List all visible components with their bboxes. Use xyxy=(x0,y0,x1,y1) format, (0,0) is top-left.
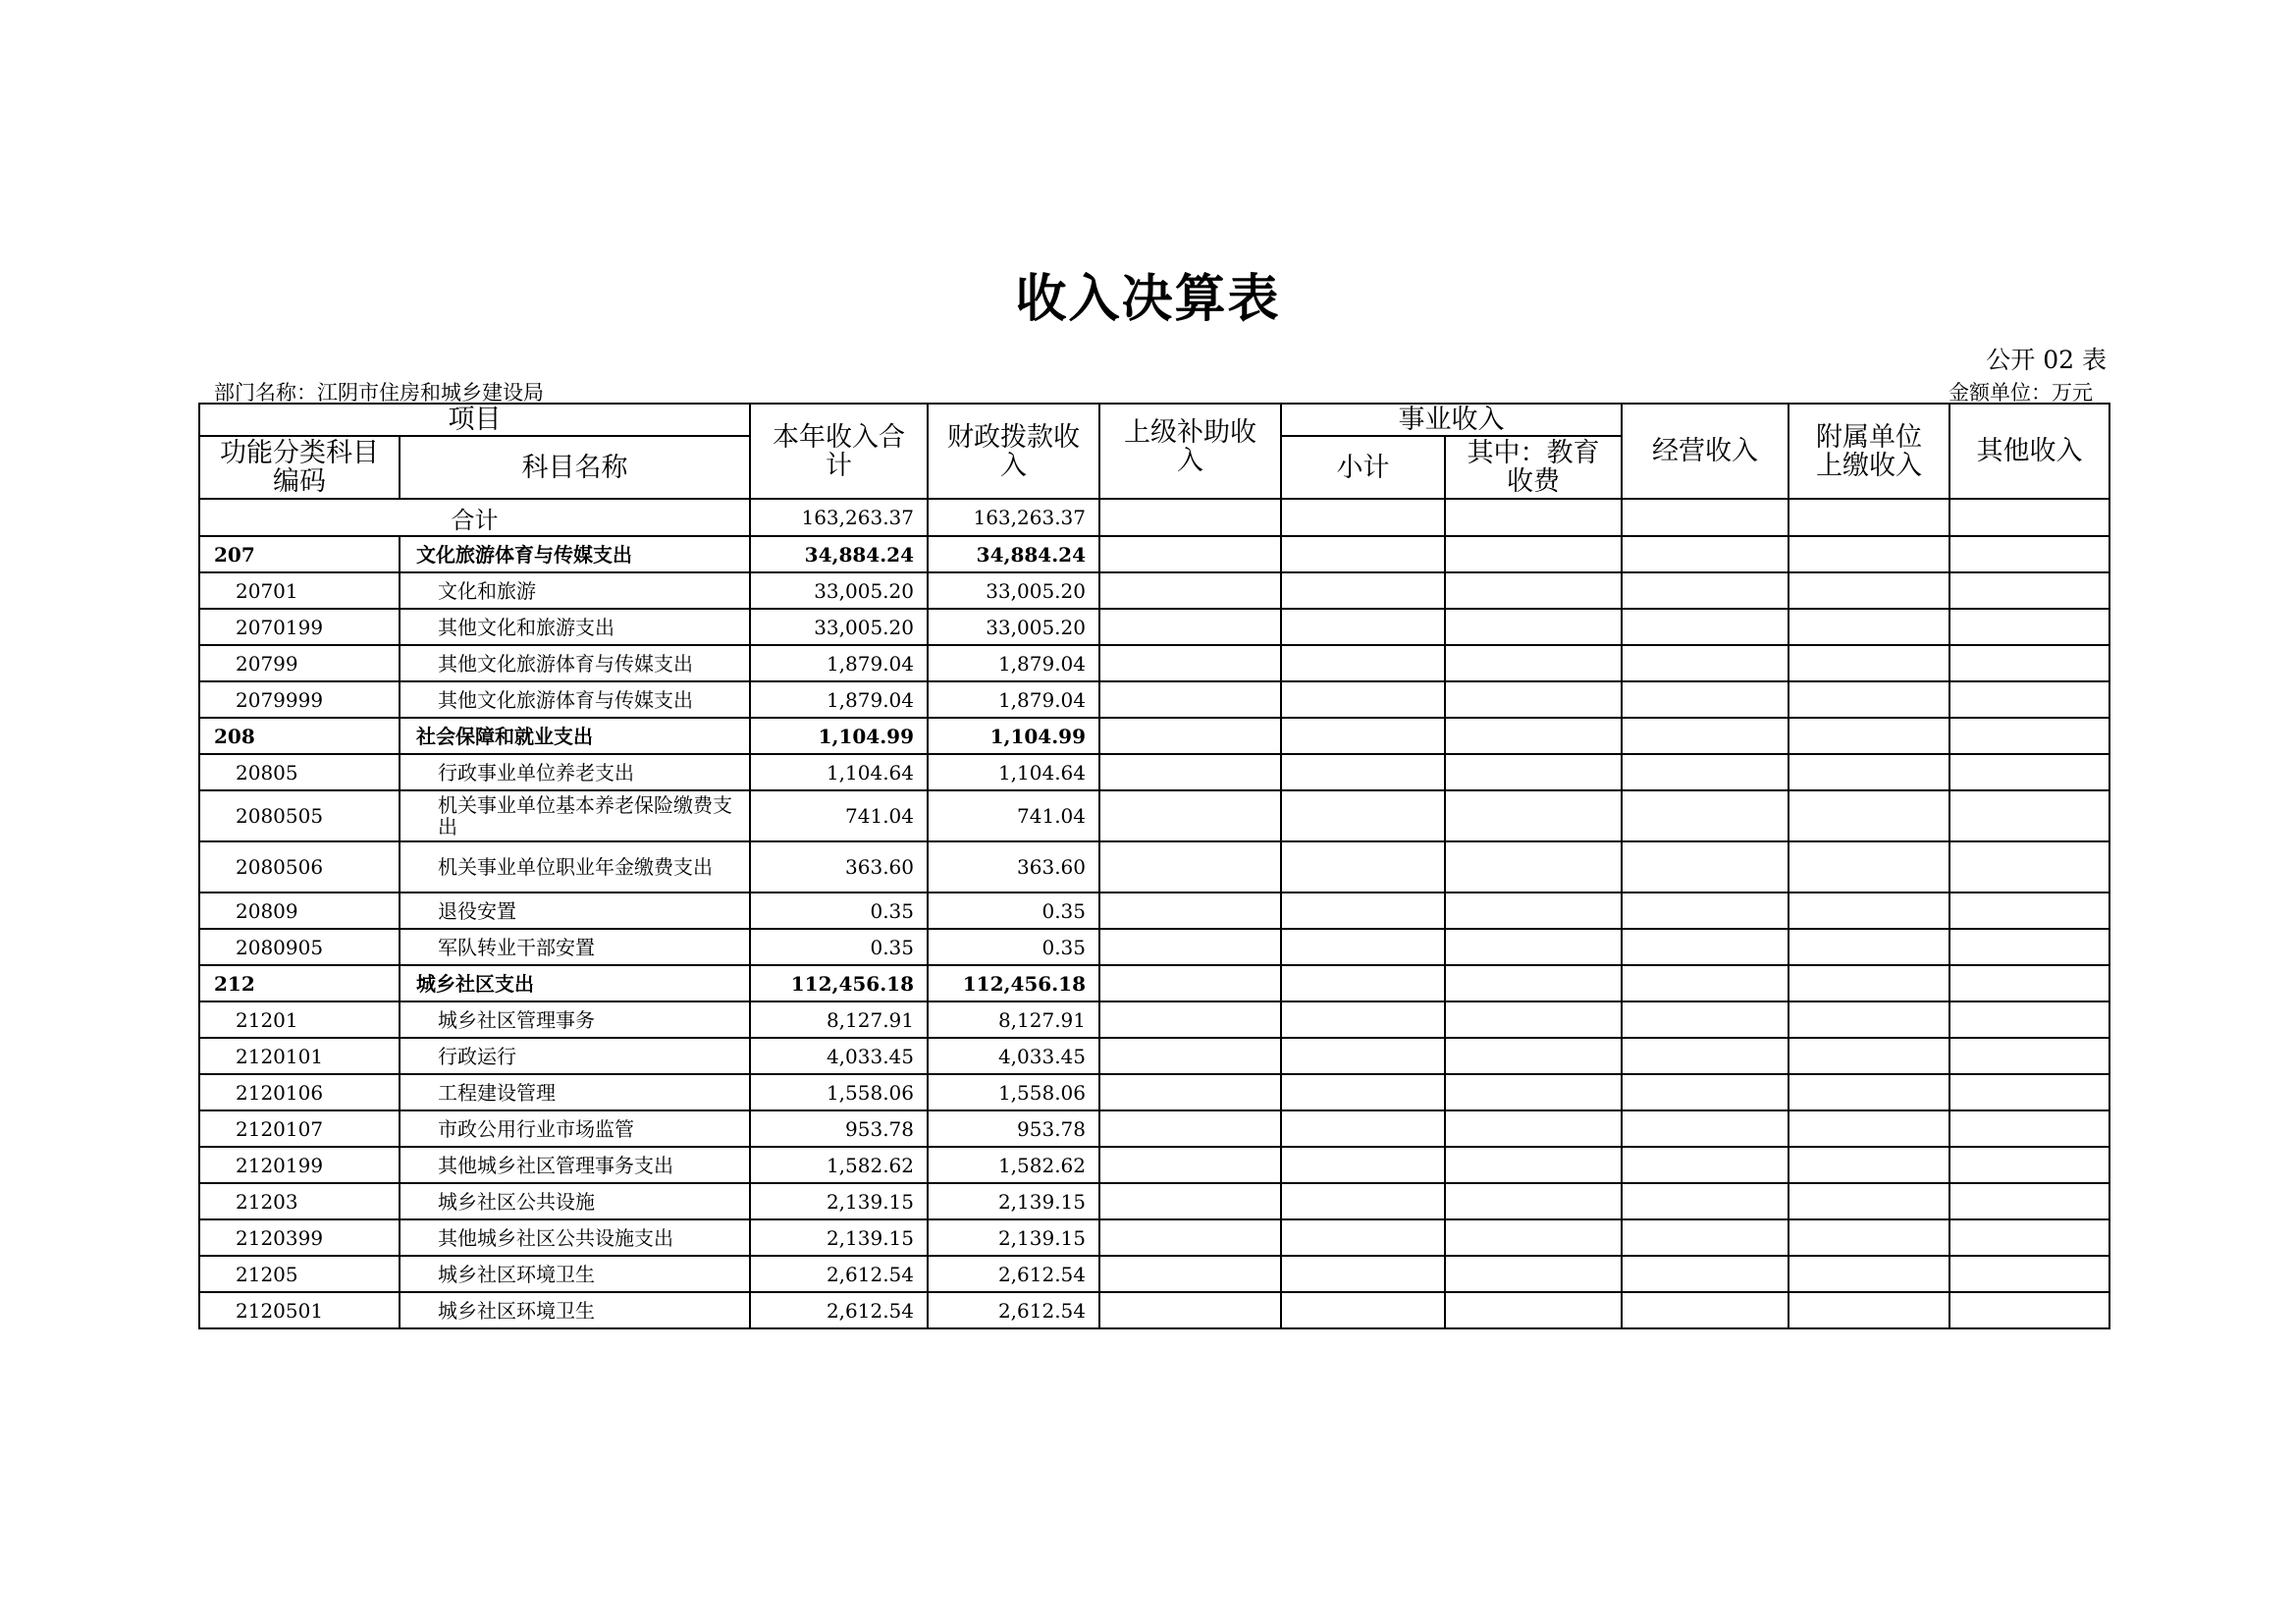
total-fiscal-cell: 163,263.37 xyxy=(928,499,1099,536)
empty-cell xyxy=(1445,645,1622,681)
empty-cell xyxy=(1789,1183,1949,1219)
empty-cell xyxy=(1445,841,1622,893)
empty-cell xyxy=(1789,536,1949,572)
total-label: 合计 xyxy=(199,499,750,536)
subject-name-cell: 退役安置 xyxy=(400,893,750,929)
table-row xyxy=(199,1038,2109,1074)
fiscal-appropriation-cell: 8,127.91 xyxy=(928,1001,1099,1038)
total-income-cell: 34,884.24 xyxy=(750,536,928,572)
table-row xyxy=(199,754,2109,790)
empty-cell xyxy=(1099,841,1281,893)
subject-code-cell: 20805 xyxy=(199,754,400,790)
total-income-cell: 2,612.54 xyxy=(750,1292,928,1328)
empty-cell xyxy=(1622,1001,1789,1038)
subject-code-cell: 2120107 xyxy=(199,1110,400,1147)
empty-cell xyxy=(1445,790,1622,841)
header-career-income: 事业收入 xyxy=(1281,404,1622,436)
empty-cell xyxy=(1281,609,1445,645)
table-row xyxy=(199,681,2109,718)
empty-cell xyxy=(1281,1292,1445,1328)
empty-cell xyxy=(1789,893,1949,929)
table-row xyxy=(199,1074,2109,1110)
empty-cell xyxy=(1281,893,1445,929)
fiscal-appropriation-cell: 2,139.15 xyxy=(928,1183,1099,1219)
empty-cell xyxy=(1281,718,1445,754)
subject-name-cell: 城乡社区公共设施 xyxy=(400,1183,750,1219)
table-row xyxy=(199,1147,2109,1183)
empty-cell xyxy=(1949,1110,2109,1147)
header-project: 项目 xyxy=(199,404,750,436)
empty-cell xyxy=(1949,718,2109,754)
subject-code-cell: 207 xyxy=(199,536,400,572)
table-row xyxy=(199,645,2109,681)
empty-cell xyxy=(1281,1256,1445,1292)
empty-cell xyxy=(1949,1292,2109,1328)
empty-cell xyxy=(1445,1219,1622,1256)
subject-name-cell: 其他文化旅游体育与传媒支出 xyxy=(400,681,750,718)
header-other-income: 其他收入 xyxy=(1949,404,2109,499)
table-row xyxy=(199,1183,2109,1219)
empty-cell xyxy=(1622,1292,1789,1328)
empty-cell xyxy=(1622,1110,1789,1147)
empty-cell xyxy=(1445,1110,1622,1147)
empty-cell xyxy=(1789,929,1949,965)
fiscal-appropriation-cell: 741.04 xyxy=(928,790,1099,841)
fiscal-appropriation-cell: 2,612.54 xyxy=(928,1256,1099,1292)
header-business-income: 经营收入 xyxy=(1622,404,1789,499)
fiscal-appropriation-cell: 112,456.18 xyxy=(928,965,1099,1001)
table-row xyxy=(199,1001,2109,1038)
empty-cell xyxy=(1281,754,1445,790)
table-row xyxy=(199,1292,2109,1328)
empty-cell xyxy=(1281,1110,1445,1147)
form-number: 公开 02 表 xyxy=(1986,346,2107,374)
income-final-accounts-table xyxy=(198,403,2110,1329)
empty-cell xyxy=(1445,1038,1622,1074)
empty-cell xyxy=(1622,929,1789,965)
total-income-cell: 1,558.06 xyxy=(750,1074,928,1110)
fiscal-appropriation-cell: 1,104.64 xyxy=(928,754,1099,790)
header-function-code: 功能分类科目 编码 xyxy=(199,436,400,499)
fiscal-appropriation-cell: 363.60 xyxy=(928,841,1099,893)
empty-cell xyxy=(1445,1001,1622,1038)
empty-cell xyxy=(1789,1001,1949,1038)
subject-code-cell: 2080505 xyxy=(199,790,400,841)
empty-cell xyxy=(1281,1219,1445,1256)
total-income-cell: 163,263.37 xyxy=(750,499,928,536)
total-income-cell: 363.60 xyxy=(750,841,928,893)
empty-cell xyxy=(1281,965,1445,1001)
total-income-cell: 1,879.04 xyxy=(750,645,928,681)
fiscal-appropriation-cell: 0.35 xyxy=(928,893,1099,929)
subject-code-cell: 20809 xyxy=(199,893,400,929)
empty-cell xyxy=(1949,1256,2109,1292)
empty-cell xyxy=(1789,1074,1949,1110)
subject-code-cell: 2120501 xyxy=(199,1292,400,1328)
subject-name-cell: 其他城乡社区公共设施支出 xyxy=(400,1219,750,1256)
total-income-cell: 0.35 xyxy=(750,929,928,965)
fiscal-appropriation-cell: 2,612.54 xyxy=(928,1292,1099,1328)
empty-cell xyxy=(1789,841,1949,893)
total-row xyxy=(199,499,2109,536)
empty-cell xyxy=(1281,1001,1445,1038)
department-name: 部门名称：江阴市住房和城乡建设局 xyxy=(214,381,544,405)
total-income-cell: 33,005.20 xyxy=(750,609,928,645)
subject-name-cell: 其他文化和旅游支出 xyxy=(400,609,750,645)
empty-cell xyxy=(1445,754,1622,790)
subject-name-cell: 其他城乡社区管理事务支出 xyxy=(400,1147,750,1183)
empty-cell xyxy=(1949,609,2109,645)
empty-cell xyxy=(1445,929,1622,965)
table-row xyxy=(199,1256,2109,1292)
table-row xyxy=(199,536,2109,572)
empty-cell xyxy=(1281,1074,1445,1110)
empty-cell xyxy=(1949,929,2109,965)
subject-name-cell: 城乡社区支出 xyxy=(400,965,750,1001)
empty-cell xyxy=(1622,754,1789,790)
table-row xyxy=(199,572,2109,609)
empty-cell xyxy=(1281,929,1445,965)
table-row xyxy=(199,790,2109,841)
subject-name-cell: 城乡社区环境卫生 xyxy=(400,1256,750,1292)
table-row xyxy=(199,965,2109,1001)
empty-cell xyxy=(1099,718,1281,754)
subject-name-cell: 机关事业单位职业年金缴费支出 xyxy=(400,841,750,893)
empty-cell xyxy=(1789,681,1949,718)
fiscal-appropriation-cell: 1,104.99 xyxy=(928,718,1099,754)
fiscal-appropriation-cell: 1,582.62 xyxy=(928,1147,1099,1183)
fiscal-appropriation-cell: 1,558.06 xyxy=(928,1074,1099,1110)
empty-cell xyxy=(1099,929,1281,965)
subject-code-cell: 21203 xyxy=(199,1183,400,1219)
empty-cell xyxy=(1099,1256,1281,1292)
empty-cell xyxy=(1949,965,2109,1001)
empty-cell xyxy=(1789,965,1949,1001)
subject-name-cell: 机关事业单位基本养老保险缴费支出 xyxy=(400,790,750,841)
empty-cell xyxy=(1789,1256,1949,1292)
total-income-cell: 33,005.20 xyxy=(750,572,928,609)
empty-cell xyxy=(1099,1219,1281,1256)
empty-cell xyxy=(1622,1219,1789,1256)
empty-cell xyxy=(1622,609,1789,645)
total-income-cell: 1,104.64 xyxy=(750,754,928,790)
table-row xyxy=(199,1110,2109,1147)
subject-name-cell: 行政事业单位养老支出 xyxy=(400,754,750,790)
table-row xyxy=(199,929,2109,965)
empty-cell xyxy=(1949,790,2109,841)
empty-cell xyxy=(1622,1038,1789,1074)
empty-cell xyxy=(1622,965,1789,1001)
subject-code-cell: 21205 xyxy=(199,1256,400,1292)
empty-cell xyxy=(1622,718,1789,754)
empty-cell xyxy=(1099,790,1281,841)
empty-cell xyxy=(1949,536,2109,572)
empty-cell xyxy=(1789,1219,1949,1256)
empty-cell xyxy=(1281,790,1445,841)
empty-cell xyxy=(1789,1038,1949,1074)
empty-cell xyxy=(1445,1292,1622,1328)
empty-cell xyxy=(1281,681,1445,718)
subject-name-cell: 文化旅游体育与传媒支出 xyxy=(400,536,750,572)
empty-cell xyxy=(1789,754,1949,790)
empty-cell xyxy=(1789,609,1949,645)
empty-cell xyxy=(1622,1256,1789,1292)
empty-cell xyxy=(1099,1183,1281,1219)
empty-cell xyxy=(1949,1219,2109,1256)
empty-cell xyxy=(1949,893,2109,929)
empty-cell xyxy=(1622,790,1789,841)
subject-name-cell: 军队转业干部安置 xyxy=(400,929,750,965)
fiscal-appropriation-cell: 1,879.04 xyxy=(928,681,1099,718)
empty-cell xyxy=(1099,754,1281,790)
subject-name-cell: 工程建设管理 xyxy=(400,1074,750,1110)
header-subject-name: 科目名称 xyxy=(400,436,750,499)
empty-cell xyxy=(1445,893,1622,929)
empty-cell xyxy=(1281,536,1445,572)
fiscal-appropriation-cell: 2,139.15 xyxy=(928,1219,1099,1256)
empty-cell xyxy=(1445,1256,1622,1292)
total-income-cell: 741.04 xyxy=(750,790,928,841)
header-affiliated-income: 附属单位 上缴收入 xyxy=(1789,404,1949,499)
empty-cell xyxy=(1949,1183,2109,1219)
empty-cell xyxy=(1099,1038,1281,1074)
total-income-cell: 112,456.18 xyxy=(750,965,928,1001)
empty-cell xyxy=(1949,754,2109,790)
empty-cell xyxy=(1622,572,1789,609)
empty-cell xyxy=(1622,1183,1789,1219)
empty-cell xyxy=(1789,645,1949,681)
table-row xyxy=(199,609,2109,645)
subject-name-cell: 市政公用行业市场监管 xyxy=(400,1110,750,1147)
table-row xyxy=(199,841,2109,893)
fiscal-appropriation-cell: 4,033.45 xyxy=(928,1038,1099,1074)
empty-cell xyxy=(1445,965,1622,1001)
total-income-cell: 2,139.15 xyxy=(750,1219,928,1256)
empty-cell xyxy=(1281,572,1445,609)
empty-cell xyxy=(1949,841,2109,893)
empty-cell xyxy=(1445,1183,1622,1219)
total-income-cell: 1,879.04 xyxy=(750,681,928,718)
fiscal-appropriation-cell: 34,884.24 xyxy=(928,536,1099,572)
empty-cell xyxy=(1789,572,1949,609)
header-subtotal: 小计 xyxy=(1281,436,1445,499)
subject-code-cell: 2080506 xyxy=(199,841,400,893)
subject-code-cell: 2079999 xyxy=(199,681,400,718)
table-row xyxy=(199,1219,2109,1256)
header-superior-subsidy: 上级补助收 入 xyxy=(1099,404,1281,499)
empty-cell xyxy=(1099,1074,1281,1110)
fiscal-appropriation-cell: 0.35 xyxy=(928,929,1099,965)
subject-code-cell: 2080905 xyxy=(199,929,400,965)
empty-cell xyxy=(1622,681,1789,718)
total-income-cell: 2,612.54 xyxy=(750,1256,928,1292)
empty-cell xyxy=(1789,1147,1949,1183)
empty-cell xyxy=(1445,681,1622,718)
subject-code-cell: 2120199 xyxy=(199,1147,400,1183)
total-income-cell: 0.35 xyxy=(750,893,928,929)
total-income-cell: 8,127.91 xyxy=(750,1001,928,1038)
fiscal-appropriation-cell: 953.78 xyxy=(928,1110,1099,1147)
empty-cell xyxy=(1949,572,2109,609)
fiscal-appropriation-cell: 33,005.20 xyxy=(928,609,1099,645)
subject-code-cell: 2120399 xyxy=(199,1219,400,1256)
empty-cell xyxy=(1099,572,1281,609)
table-row xyxy=(199,893,2109,929)
amount-unit: 金额单位：万元 xyxy=(1949,381,2093,405)
empty-cell xyxy=(1789,790,1949,841)
header-fiscal-appropriation: 财政拨款收 入 xyxy=(928,404,1099,499)
total-income-cell: 1,582.62 xyxy=(750,1147,928,1183)
total-income-cell: 2,139.15 xyxy=(750,1183,928,1219)
header-total-income: 本年收入合 计 xyxy=(750,404,928,499)
subject-name-cell: 城乡社区环境卫生 xyxy=(400,1292,750,1328)
subject-code-cell: 2120106 xyxy=(199,1074,400,1110)
empty-cell xyxy=(1099,965,1281,1001)
empty-cell xyxy=(1281,1147,1445,1183)
empty-cell xyxy=(1445,1147,1622,1183)
empty-cell xyxy=(1622,841,1789,893)
table-row xyxy=(199,718,2109,754)
empty-cell xyxy=(1099,1147,1281,1183)
empty-cell xyxy=(1622,1074,1789,1110)
empty-cell xyxy=(1445,572,1622,609)
empty-cell xyxy=(1622,1147,1789,1183)
empty-cell xyxy=(1949,645,2109,681)
empty-cell xyxy=(1949,1147,2109,1183)
subject-name-cell: 文化和旅游 xyxy=(400,572,750,609)
empty-cell xyxy=(1281,841,1445,893)
empty-cell xyxy=(1949,1074,2109,1110)
empty-cell xyxy=(1789,1110,1949,1147)
subject-name-cell: 城乡社区管理事务 xyxy=(400,1001,750,1038)
subject-code-cell: 20701 xyxy=(199,572,400,609)
subject-code-cell: 2120101 xyxy=(199,1038,400,1074)
empty-cell xyxy=(1622,536,1789,572)
empty-cell xyxy=(1281,645,1445,681)
empty-cell xyxy=(1099,609,1281,645)
empty-cell xyxy=(1622,645,1789,681)
empty-cell xyxy=(1099,645,1281,681)
total-income-cell: 953.78 xyxy=(750,1110,928,1147)
total-income-cell: 4,033.45 xyxy=(750,1038,928,1074)
empty-cell xyxy=(1445,1074,1622,1110)
empty-cell xyxy=(1099,536,1281,572)
subject-name-cell: 行政运行 xyxy=(400,1038,750,1074)
fiscal-appropriation-cell: 33,005.20 xyxy=(928,572,1099,609)
header-education-fee: 其中：教育 收费 xyxy=(1445,436,1622,499)
subject-code-cell: 212 xyxy=(199,965,400,1001)
empty-cell xyxy=(1281,1038,1445,1074)
empty-cell xyxy=(1445,536,1622,572)
empty-cell xyxy=(1445,609,1622,645)
empty-cell xyxy=(1445,718,1622,754)
subject-code-cell: 208 xyxy=(199,718,400,754)
empty-cell xyxy=(1281,1183,1445,1219)
subject-code-cell: 20799 xyxy=(199,645,400,681)
empty-cell xyxy=(1099,1001,1281,1038)
empty-cell xyxy=(1789,1292,1949,1328)
empty-cell xyxy=(1099,893,1281,929)
empty-cell xyxy=(1949,681,2109,718)
empty-cell xyxy=(1622,893,1789,929)
empty-cell xyxy=(1949,1038,2109,1074)
page-title: 收入决算表 xyxy=(1015,269,1281,329)
empty-cell xyxy=(1949,1001,2109,1038)
subject-name-cell: 其他文化旅游体育与传媒支出 xyxy=(400,645,750,681)
empty-cell xyxy=(1099,681,1281,718)
empty-cell xyxy=(1099,1110,1281,1147)
empty-cell xyxy=(1789,718,1949,754)
subject-code-cell: 2070199 xyxy=(199,609,400,645)
subject-code-cell: 21201 xyxy=(199,1001,400,1038)
subject-name-cell: 社会保障和就业支出 xyxy=(400,718,750,754)
empty-cell xyxy=(1099,1292,1281,1328)
total-income-cell: 1,104.99 xyxy=(750,718,928,754)
fiscal-appropriation-cell: 1,879.04 xyxy=(928,645,1099,681)
